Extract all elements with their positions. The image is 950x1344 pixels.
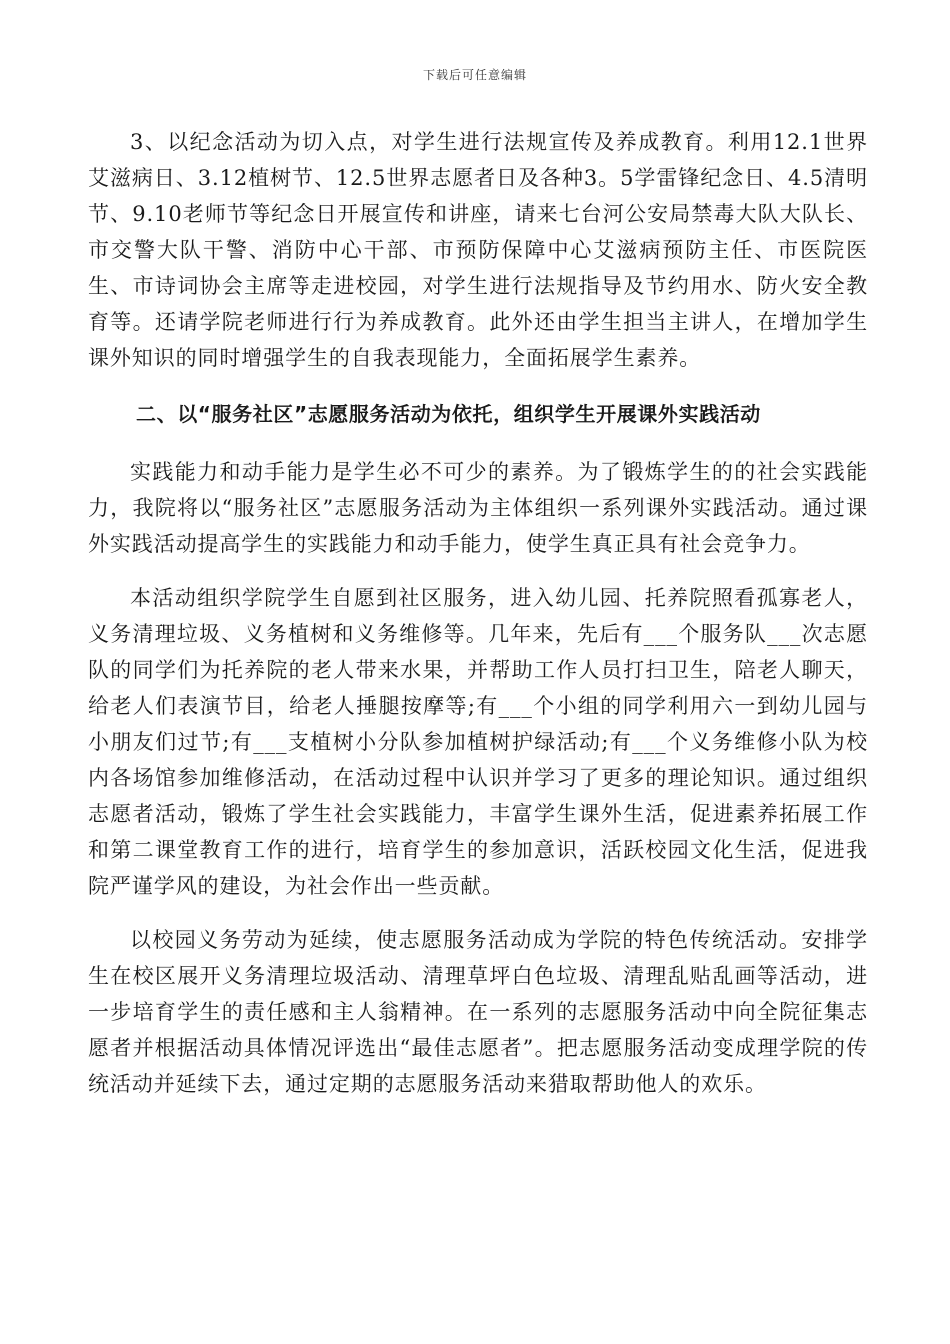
paragraph-campus-labor: 以校园义务劳动为延续，使志愿服务活动成为学院的特色传统活动。安排学生在校区展开义务清理垃圾活动、清理草坪白色垃圾、清理乱贴乱画等活动，进一步培育学生的责任感和主人翁精神。在一系列的志愿服务活动中向全院征集志愿者并根据活动具体情况评选出“最佳志愿者”。把志愿服务活动变成理学院的传统活动并延续下去，通过定期的志愿服务活动来猎取帮助他人的欢乐。: [88, 928, 868, 1096]
document-body: [88, 124, 868, 1102]
section-heading-two: 二、以“服务社区”志愿服务活动为依托，组织学生开展课外实践活动: [136, 402, 761, 426]
header-note: 下载后可任意编辑: [422, 68, 527, 82]
paragraph-community-service: 本活动组织学院学生自愿到社区服务，进入幼儿园、托养院照看孤寡老人，义务清理垃圾、义务植树和义务维修等。几年来，先后有___个服务队___次志愿队的同学们为托养院的老人带来水果，并帮助工作人员打扫卫生，陪老人聊天，给老人们表演节目，给老人捶腿按摩等;有___个小组的同学利用六一到幼儿园与小朋友们过节;有___支植树小分队参加植树护绿活动;有___个义务维修小队为校内各场馆参加维修活动，在活动过程中认识并学习了更多的理论知识。通过组织志愿者活动，锻炼了学生社会实践能力，丰富学生课外生活，促进素养拓展工作和第二课堂教育工作的进行，培育学生的参加意识，活跃校园文化生活，促进我院严谨学风的建设，为社会作出一些贡献。: [88, 586, 868, 898]
paragraph-commemoration-activities: 3、以纪念活动为切入点，对学生进行法规宣传及养成教育。利用12.1世界艾滋病日、3.12植树节、12.5世界志愿者日及各种3。5学雷锋纪念日、4.5清明节、9.10老师节等纪念日开展宣传和讲座，请来七台河公安局禁毒大队大队长、市交警大队干警、消防中心干部、市预防保障中心艾滋病预防主任、市医院医生、市诗词协会主席等走进校园，对学生进行法规指导及节约用水、防火安全教育等。还请学院老师进行行为养成教育。此外还由学生担当主讲人，在增加学生课外知识的同时增强学生的自我表现能力，全面拓展学生素养。: [88, 130, 868, 370]
paragraph-practice-ability: 实践能力和动手能力是学生必不可少的素养。为了锻炼学生的的社会实践能力，我院将以“服务社区”志愿服务活动为主体组织一系列课外实践活动。通过课外实践活动提高学生的实践能力和动手能力，使学生真正具有社会竞争力。: [88, 460, 868, 556]
